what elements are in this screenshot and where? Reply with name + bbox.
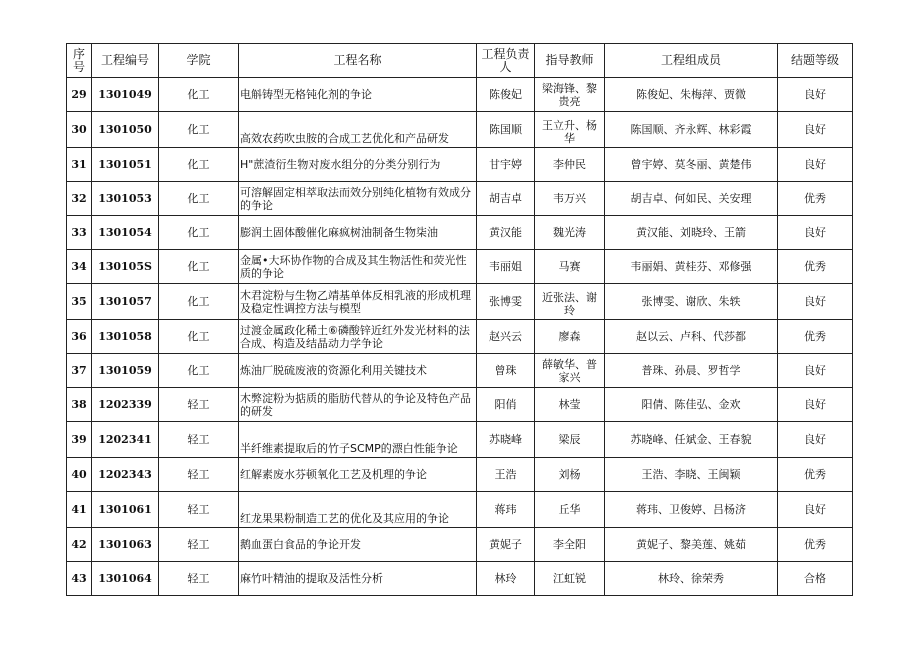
header-college: 学院	[159, 44, 239, 78]
header-code: 工程编号	[92, 44, 159, 78]
project-code: 1301064	[92, 562, 159, 596]
project-name: 过渡金属政化稀土⑥磷酸锌近红外发光材料的法合成、构造及结晶动力学争论	[239, 320, 477, 354]
college-cell: 化工	[159, 354, 239, 388]
row-number: 42	[67, 528, 92, 562]
row-number: 38	[67, 388, 92, 422]
project-code: 130105S	[92, 250, 159, 284]
project-code: 1301063	[92, 528, 159, 562]
project-name: 电斛铸型无格钝化剂的争论	[239, 78, 477, 112]
advisor-cell: 廖森	[535, 320, 605, 354]
row-number: 40	[67, 458, 92, 492]
leader-cell: 阳俏	[477, 388, 535, 422]
advisor-cell: 李全阳	[535, 528, 605, 562]
project-code: 1301050	[92, 112, 159, 148]
table-row	[67, 388, 853, 422]
college-cell: 轻工	[159, 492, 239, 528]
advisor-cell: 王立升、杨华	[535, 112, 605, 148]
members-cell: 黄妮子、黎美莲、姚茹	[605, 528, 778, 562]
row-number: 39	[67, 422, 92, 458]
members-cell: 陈国顺、齐永辉、林彩霞	[605, 112, 778, 148]
leader-cell: 韦丽姐	[477, 250, 535, 284]
leader-cell: 张博雯	[477, 284, 535, 320]
members-cell: 普珠、孙晨、罗哲学	[605, 354, 778, 388]
project-name: 麻竹叶精油的提取及活性分析	[239, 562, 477, 596]
table-row	[67, 250, 853, 284]
row-number: 35	[67, 284, 92, 320]
table-row	[67, 284, 853, 320]
leader-cell: 胡吉卓	[477, 182, 535, 216]
grade-cell: 良好	[778, 216, 853, 250]
row-number: 34	[67, 250, 92, 284]
advisor-cell: 韦万兴	[535, 182, 605, 216]
grade-cell: 优秀	[778, 250, 853, 284]
college-cell: 化工	[159, 320, 239, 354]
row-number: 33	[67, 216, 92, 250]
header-advisor: 指导教师	[535, 44, 605, 78]
advisor-cell: 马赛	[535, 250, 605, 284]
project-name: 木君淀粉与生物乙靖基单体反相乳液的形成机理及稳定性调控方法与模型	[239, 284, 477, 320]
grade-cell: 优秀	[778, 458, 853, 492]
project-code: 1301053	[92, 182, 159, 216]
members-cell: 胡吉卓、何如民、关安理	[605, 182, 778, 216]
leader-cell: 曾珠	[477, 354, 535, 388]
project-code: 1301061	[92, 492, 159, 528]
project-code: 1301049	[92, 78, 159, 112]
row-number: 31	[67, 148, 92, 182]
table-row	[67, 182, 853, 216]
project-name: 红龙果果粉制造工艺的优化及其应用的争论	[239, 492, 477, 528]
header-leader: 工程负责人	[477, 44, 535, 78]
college-cell: 轻工	[159, 562, 239, 596]
project-name: H"蔗渣衍生物对废水组分的分类分别行为	[239, 148, 477, 182]
college-cell: 化工	[159, 78, 239, 112]
grade-cell: 优秀	[778, 320, 853, 354]
project-name: 可溶解固定相萃取法而效分别纯化植物有效成分的争论	[239, 182, 477, 216]
row-number: 32	[67, 182, 92, 216]
project-name: 金属•大环协作物的合成及其生物活性和荧光性质的争论	[239, 250, 477, 284]
table-row	[67, 216, 853, 250]
grade-cell: 良好	[778, 148, 853, 182]
college-cell: 轻工	[159, 528, 239, 562]
header-members: 工程组成员	[605, 44, 778, 78]
project-code: 1301057	[92, 284, 159, 320]
project-name: 鹅血蛋白食品的争论开发	[239, 528, 477, 562]
members-cell: 韦丽娟、黄桂芬、邓修强	[605, 250, 778, 284]
grade-cell: 良好	[778, 388, 853, 422]
leader-cell: 黄妮子	[477, 528, 535, 562]
row-number: 36	[67, 320, 92, 354]
advisor-cell: 李仲民	[535, 148, 605, 182]
header-grade: 结题等级	[778, 44, 853, 78]
members-cell: 赵以云、卢科、代莎都	[605, 320, 778, 354]
advisor-cell: 江虹锐	[535, 562, 605, 596]
row-number: 30	[67, 112, 92, 148]
grade-cell: 良好	[778, 284, 853, 320]
table-row	[67, 422, 853, 458]
leader-cell: 蒋玮	[477, 492, 535, 528]
members-cell: 蒋玮、卫俊婷、吕杨济	[605, 492, 778, 528]
college-cell: 化工	[159, 112, 239, 148]
header-row	[67, 44, 853, 78]
project-name: 半纤维素提取后的竹子SCMP的漂白性能争论	[239, 422, 477, 458]
project-name: 高效农药吹虫胺的合成工艺优化和产品研发	[239, 112, 477, 148]
leader-cell: 陈国顺	[477, 112, 535, 148]
leader-cell: 甘宇婷	[477, 148, 535, 182]
members-cell: 陈俊妃、朱梅萍、贾微	[605, 78, 778, 112]
grade-cell: 良好	[778, 78, 853, 112]
header-no: 序号	[67, 44, 92, 78]
leader-cell: 赵兴云	[477, 320, 535, 354]
projects-table	[66, 43, 853, 596]
members-cell: 王浩、李晓、王闽颖	[605, 458, 778, 492]
college-cell: 化工	[159, 148, 239, 182]
college-cell: 轻工	[159, 388, 239, 422]
grade-cell: 良好	[778, 354, 853, 388]
leader-cell: 黄汉能	[477, 216, 535, 250]
table-row	[67, 354, 853, 388]
members-cell: 黄汉能、刘晓玲、王箭	[605, 216, 778, 250]
project-code: 1301051	[92, 148, 159, 182]
leader-cell: 陈俊妃	[477, 78, 535, 112]
row-number: 29	[67, 78, 92, 112]
advisor-cell: 刘杨	[535, 458, 605, 492]
project-code: 1202339	[92, 388, 159, 422]
leader-cell: 王浩	[477, 458, 535, 492]
project-name: 红解素废水芬顿氧化工艺及机理的争论	[239, 458, 477, 492]
college-cell: 化工	[159, 284, 239, 320]
row-number: 41	[67, 492, 92, 528]
project-code: 1301054	[92, 216, 159, 250]
header-name: 工程名称	[239, 44, 477, 78]
project-code: 1202341	[92, 422, 159, 458]
members-cell: 林玲、徐荣秀	[605, 562, 778, 596]
college-cell: 轻工	[159, 458, 239, 492]
grade-cell: 优秀	[778, 528, 853, 562]
members-cell: 曾宇婷、莫冬丽、黄楚伟	[605, 148, 778, 182]
members-cell: 阳倩、陈佳弘、金欢	[605, 388, 778, 422]
advisor-cell: 林莹	[535, 388, 605, 422]
grade-cell: 良好	[778, 492, 853, 528]
row-number: 37	[67, 354, 92, 388]
advisor-cell: 丘华	[535, 492, 605, 528]
project-code: 1301059	[92, 354, 159, 388]
row-number: 43	[67, 562, 92, 596]
leader-cell: 林玲	[477, 562, 535, 596]
project-code: 1301058	[92, 320, 159, 354]
table-row	[67, 492, 853, 528]
grade-cell: 良好	[778, 112, 853, 148]
project-name: 膨润土固体酸催化麻疯树油制备生物柒油	[239, 216, 477, 250]
grade-cell: 良好	[778, 422, 853, 458]
advisor-cell: 薛敏华、普家兴	[535, 354, 605, 388]
grade-cell: 优秀	[778, 182, 853, 216]
advisor-cell: 魏光涛	[535, 216, 605, 250]
college-cell: 化工	[159, 182, 239, 216]
members-cell: 苏晓峰、任斌金、王春貌	[605, 422, 778, 458]
leader-cell: 苏晓峰	[477, 422, 535, 458]
project-name: 木弊淀粉为掂质的脂肪代替从的争论及特色产品的研发	[239, 388, 477, 422]
grade-cell: 合格	[778, 562, 853, 596]
table-row	[67, 112, 853, 148]
advisor-cell: 近张法、谢玲	[535, 284, 605, 320]
advisor-cell: 梁海锋、黎贵亮	[535, 78, 605, 112]
project-code: 1202343	[92, 458, 159, 492]
college-cell: 化工	[159, 250, 239, 284]
table-row	[67, 78, 853, 112]
table-row	[67, 528, 853, 562]
college-cell: 化工	[159, 216, 239, 250]
college-cell: 轻工	[159, 422, 239, 458]
table-row	[67, 562, 853, 596]
table-row	[67, 458, 853, 492]
table-row	[67, 148, 853, 182]
members-cell: 张博雯、谢欣、朱轶	[605, 284, 778, 320]
table-row	[67, 320, 853, 354]
advisor-cell: 梁辰	[535, 422, 605, 458]
project-name: 炼油厂脱硫废液的资源化利用关键技术	[239, 354, 477, 388]
